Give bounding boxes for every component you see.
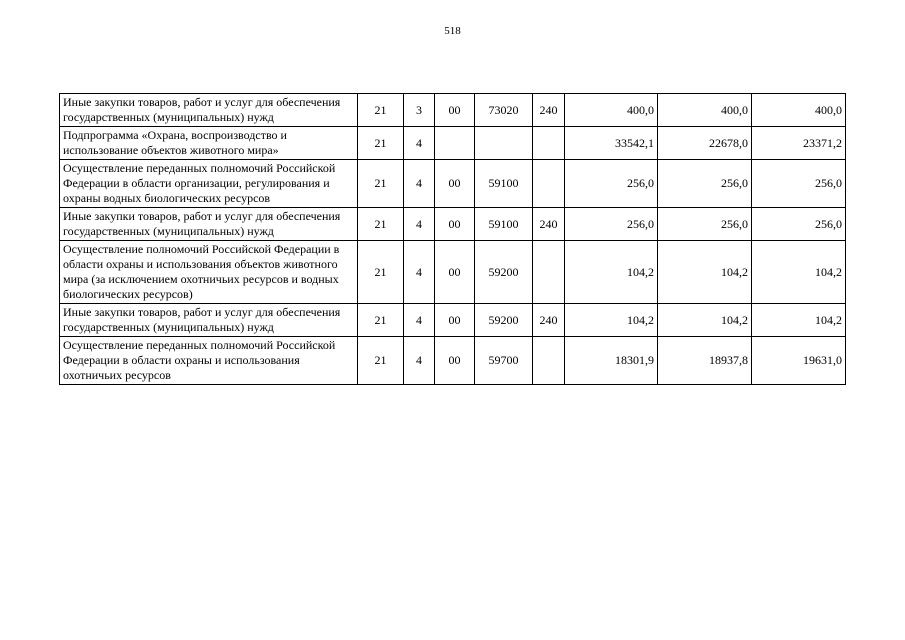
- amount-year-1: 256,0: [565, 208, 658, 241]
- code-chapter: 21: [358, 241, 404, 304]
- code-chapter: 21: [358, 208, 404, 241]
- amount-year-1: 256,0: [565, 160, 658, 208]
- amount-year-3: 104,2: [752, 304, 846, 337]
- row-name: Осуществление переданных полномочий Российской Федерации в области организации, регулирования и охраны водных биологических ресурсов: [60, 160, 358, 208]
- code-subprogram: 4: [404, 160, 435, 208]
- code-direction: 00: [435, 304, 475, 337]
- amount-year-3: 256,0: [752, 160, 846, 208]
- code-direction: [435, 127, 475, 160]
- code-expense-type: [533, 160, 565, 208]
- row-name: Иные закупки товаров, работ и услуг для обеспечения государственных (муниципальных) нужд: [60, 208, 358, 241]
- code-expense: 73020: [475, 94, 533, 127]
- code-direction: 00: [435, 208, 475, 241]
- amount-year-2: 256,0: [658, 208, 752, 241]
- code-expense: 59200: [475, 304, 533, 337]
- amount-year-2: 18937,8: [658, 337, 752, 385]
- code-subprogram: 4: [404, 127, 435, 160]
- code-expense-type: 240: [533, 94, 565, 127]
- amount-year-2: 104,2: [658, 241, 752, 304]
- row-name: Осуществление переданных полномочий Российской Федерации в области охраны и использования охотничьих ресурсов: [60, 337, 358, 385]
- table-row: [60, 94, 846, 127]
- table-row: [60, 337, 846, 385]
- amount-year-3: 104,2: [752, 241, 846, 304]
- table-body: [60, 94, 846, 385]
- table-row: [60, 241, 846, 304]
- amount-year-1: 104,2: [565, 304, 658, 337]
- amount-year-2: 104,2: [658, 304, 752, 337]
- amount-year-2: 256,0: [658, 160, 752, 208]
- table-row: [60, 127, 846, 160]
- amount-year-1: 18301,9: [565, 337, 658, 385]
- amount-year-3: 19631,0: [752, 337, 846, 385]
- amount-year-2: 22678,0: [658, 127, 752, 160]
- code-subprogram: 4: [404, 208, 435, 241]
- code-subprogram: 4: [404, 337, 435, 385]
- row-name: Иные закупки товаров, работ и услуг для обеспечения государственных (муниципальных) нужд: [60, 94, 358, 127]
- table-row: [60, 304, 846, 337]
- code-expense-type: [533, 127, 565, 160]
- code-expense: 59700: [475, 337, 533, 385]
- code-expense: 59200: [475, 241, 533, 304]
- code-subprogram: 4: [404, 304, 435, 337]
- amount-year-1: 104,2: [565, 241, 658, 304]
- code-subprogram: 4: [404, 241, 435, 304]
- table-row: [60, 208, 846, 241]
- code-direction: 00: [435, 94, 475, 127]
- amount-year-1: 400,0: [565, 94, 658, 127]
- code-subprogram: 3: [404, 94, 435, 127]
- code-expense-type: [533, 337, 565, 385]
- code-chapter: 21: [358, 127, 404, 160]
- code-direction: 00: [435, 241, 475, 304]
- code-chapter: 21: [358, 304, 404, 337]
- code-chapter: 21: [358, 160, 404, 208]
- amount-year-3: 400,0: [752, 94, 846, 127]
- code-chapter: 21: [358, 337, 404, 385]
- budget-table: [59, 93, 846, 385]
- code-expense-type: 240: [533, 208, 565, 241]
- row-name: Иные закупки товаров, работ и услуг для обеспечения государственных (муниципальных) нужд: [60, 304, 358, 337]
- page-number: 518: [444, 25, 461, 37]
- amount-year-2: 400,0: [658, 94, 752, 127]
- row-name: Подпрограмма «Охрана, воспроизводство и использование объектов животного мира»: [60, 127, 358, 160]
- row-name: Осуществление полномочий Российской Федерации в области охраны и использования объектов животного мира (за исключением охотничьих ресурсов и водных биологических ресурсов): [60, 241, 358, 304]
- amount-year-3: 256,0: [752, 208, 846, 241]
- amount-year-3: 23371,2: [752, 127, 846, 160]
- code-expense-type: 240: [533, 304, 565, 337]
- code-direction: 00: [435, 337, 475, 385]
- code-direction: 00: [435, 160, 475, 208]
- amount-year-1: 33542,1: [565, 127, 658, 160]
- code-chapter: 21: [358, 94, 404, 127]
- code-expense: [475, 127, 533, 160]
- table-row: [60, 160, 846, 208]
- code-expense: 59100: [475, 160, 533, 208]
- code-expense-type: [533, 241, 565, 304]
- code-expense: 59100: [475, 208, 533, 241]
